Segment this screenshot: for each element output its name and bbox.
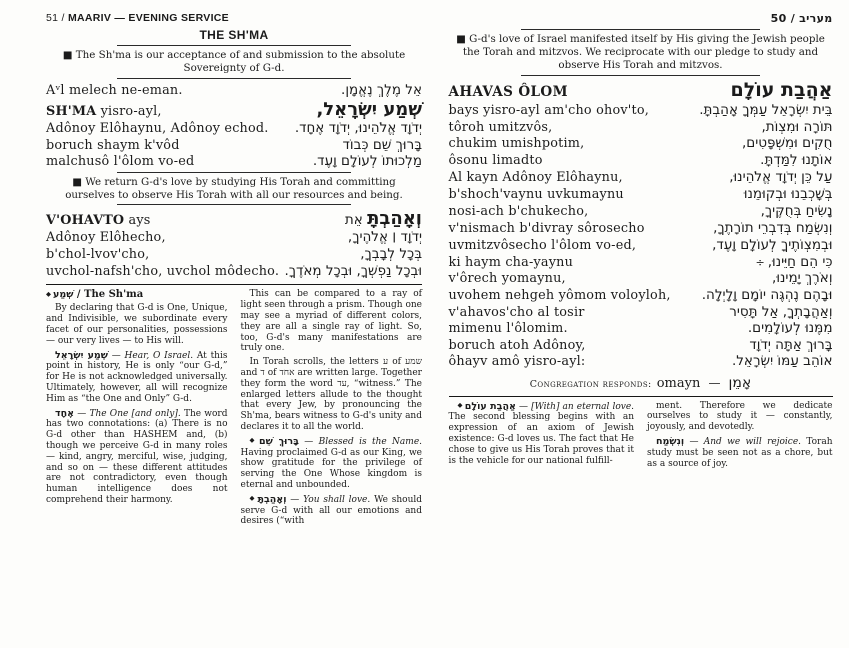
prayer-line: [46, 99, 422, 120]
hebrew-body: וְאֹרֶךְ יָמֵינוּ,: [772, 269, 833, 286]
prayer-flow-right: [449, 29, 833, 391]
prayer-line: [449, 102, 833, 118]
hebrew-text: [343, 137, 422, 153]
transliteration-text: Adônoy Elôhecho,: [46, 230, 166, 246]
hebrew-body: בָּרוּךְ שֵׁם כְּבוֹד: [342, 136, 422, 153]
hebrew-body: בְּשָׁכְבֵנוּ וּבְקוּמֵנוּ: [743, 185, 833, 202]
commentary-column-1: [449, 401, 635, 473]
prayer-flow-left: [46, 45, 422, 279]
hebrew-text: [772, 270, 832, 286]
prayer-line: [449, 270, 833, 286]
hebrew-text: [748, 320, 833, 336]
prayer-line: [46, 229, 422, 245]
commentary-dash: —: [286, 494, 304, 505]
commentary-paragraph: [46, 408, 228, 506]
note-text: ■ G-d's love of Israel manifested itself by His giving the Jewish people the Torah and mitzvos. We reciprocate with our pledge to study and observe His Torah and mitzvos.: [456, 33, 825, 71]
hebrew-text: [753, 254, 833, 270]
commentary-text: By declaring that G-d is One, Unique, and Indivisible, we subordinate every facet of our personalities, possessions — our very lives — to His will.: [46, 303, 228, 346]
prayer-line: [449, 135, 833, 151]
hebrew-text: [729, 169, 832, 185]
hebrew-body: בְּכָל לְבָבְךָ,: [360, 246, 422, 263]
transliteration: [46, 213, 151, 228]
hebrew-text: [348, 229, 422, 245]
prayer-line: [46, 153, 422, 169]
prayer-title-translit: AHAVAS ÔLOM: [448, 83, 568, 100]
commentary-text: Torah study must be seen not as a chore, but as a source of joy.: [647, 436, 833, 469]
hebrew-text: [729, 304, 832, 320]
response-word: omayn: [656, 375, 701, 391]
transliteration: [449, 354, 586, 369]
transliteration: [449, 153, 543, 168]
congregation-response: [449, 372, 833, 391]
commentary-text: At this point in history, He is only “our G-d,” for He is not acknowledged universally. Ultimately, however, all will recognize Him as “the One and Only” G-d.: [46, 350, 228, 404]
transliteration-text: tôroh umitzvôs,: [448, 119, 553, 135]
commentary-dash: —: [684, 436, 704, 447]
hebrew-body: יְדֹוָד אֱלֹהֵינוּ, יְדֹוָד אֶחָד.: [294, 119, 422, 136]
hebrew-text: [360, 246, 422, 262]
commentary-paragraph: [647, 436, 833, 469]
transliteration-text: b'shoch'vaynu uvkumaynu: [448, 186, 624, 202]
commentary-headword-translation: [With] an eternal love.: [531, 401, 635, 412]
commentary-header: [46, 289, 228, 301]
commentary-paragraph: [46, 303, 228, 346]
transliteration: [449, 120, 553, 135]
commentary-column-2: [647, 401, 833, 473]
commentary-dash: —: [515, 401, 532, 412]
commentary-header-sep: /: [73, 289, 85, 301]
service-title-left: MAARIV — EVENING SERVICE: [67, 12, 229, 24]
transliteration: [46, 121, 269, 136]
commentary-left: [46, 289, 422, 530]
transliteration-text: v'ôrech yomaynu,: [448, 270, 566, 286]
transliteration-text: v'nismach b'divray sôrosecho: [448, 220, 645, 236]
transliteration: [449, 103, 650, 118]
prayer-line: [46, 263, 422, 279]
prayer-line: [46, 82, 422, 98]
transliteration-text: malchusô l'ôlom vo-ed: [46, 153, 195, 169]
commentary-paragraph: [241, 436, 423, 491]
transliteration-text: ôhayv amô yisro-ayl:: [448, 353, 586, 369]
transliteration-text: b'chol-lvov'cho,: [46, 247, 150, 263]
instruction-note: [449, 29, 833, 76]
transliteration-text: ays: [124, 213, 151, 229]
page-number-right: מעריב / 50: [770, 12, 833, 25]
transliteration: [449, 170, 623, 185]
hebrew-text: [295, 120, 422, 136]
response-label: Congregation responds:: [529, 378, 652, 390]
commentary-dash: —: [108, 350, 125, 361]
transliteration: [449, 255, 574, 270]
page-number-left: 51 /: [46, 12, 68, 24]
hebrew-leadword: וְאָהַבְתָּ: [367, 208, 422, 230]
commentary-headword-hebrew: אַהֲבַת עוֹלָם: [464, 400, 516, 412]
transliteration-text: boruch atoh Adônoy,: [448, 337, 586, 353]
prayer-line: [449, 237, 833, 253]
transliteration-text: Aᵛl melech ne-eman.: [46, 82, 183, 98]
hebrew-text: [341, 82, 422, 98]
transliteration: [46, 104, 162, 119]
hebrew-body: בָּרוּךְ אַתָּה יְדֹוָד: [749, 336, 833, 353]
hebrew-body: מִמֶּנוּ לְעוֹלָמִים.: [747, 319, 833, 336]
hebrew-body: וְנִשְׂמַח בְּדִבְרֵי תוֹרָתֶךָ,: [713, 219, 833, 236]
hebrew-text: [749, 337, 832, 353]
transliteration: [46, 154, 194, 169]
transliteration-text: uvchol-nafsh'cho, uvchol môdecho.: [46, 264, 280, 280]
transliteration: [46, 230, 166, 245]
transliteration: [449, 187, 624, 202]
ornament-icon: ◆: [46, 289, 51, 298]
transliteration: [46, 83, 183, 98]
note-text: ■ The Sh'ma is our acceptance of and submission to the absolute Sovereignty of G-d.: [62, 49, 406, 74]
commentary-paragraph: [449, 401, 635, 467]
commentary-headword-translation: The One [and only].: [89, 408, 184, 419]
transliteration-text: ôsonu limadto: [448, 152, 543, 168]
page-right-content: [449, 12, 833, 472]
prayer-line: [449, 254, 833, 270]
hebrew-body: חֻקִים וּמִשְׁפָּטִים,: [741, 134, 833, 151]
hebrew-body: וּבְכָל נַפְשְׁךָ, וּבְכָל מְאֹדֶךָ.: [284, 263, 422, 280]
commentary-text: Having proclaimed G-d as our King, we show gratitude for the privilege of serving the One Whose kingdom is eternal and unbounded.: [240, 447, 422, 490]
hebrew-body: אֵת: [344, 212, 368, 229]
commentary-headword-hebrew: וְנִשְׂמַח: [656, 435, 685, 447]
transliteration-leadword: SH'MA: [46, 103, 97, 119]
prayer-line: [449, 119, 833, 135]
transliteration: [46, 264, 279, 279]
commentary-text: We should serve G-d with all our emotions and desires (“with: [240, 494, 423, 527]
page-left-content: [46, 12, 422, 530]
hebrew-text: [744, 186, 833, 202]
prayer-title-hebrew: אַהֲבַת עוֹלָם: [730, 78, 833, 101]
transliteration: [449, 305, 585, 320]
hebrew-text: [702, 287, 833, 303]
hebrew-body: נָשִׂיחַ בְּחֻקֶּיךָ,: [760, 202, 833, 219]
commentary-paragraph: [647, 401, 833, 433]
transliteration: [449, 271, 566, 286]
hebrew-body: אֵל מֶלֶךְ נֶאֱמָן.: [341, 81, 422, 98]
instruction-note: [46, 45, 422, 79]
commentary-headword-hebrew: בָּרוּךְ שֵׁם: [259, 435, 299, 447]
prayer-line: [449, 203, 833, 219]
hebrew-text: [761, 203, 833, 219]
commentary-headword-translation: Blessed is the Name.: [318, 436, 423, 447]
prayer-line: [449, 186, 833, 202]
commentary-column-2: [241, 289, 423, 530]
page-header-left: [46, 12, 422, 24]
hebrew-body: וּבָהֶם נֶהְגֶּה יוֹמָם וָלָיְלָה.: [701, 286, 833, 303]
transliteration: [46, 138, 180, 153]
response-dash: —: [708, 375, 721, 390]
transliteration: [449, 338, 586, 353]
ornament-icon: ◆: [457, 401, 463, 410]
verse-mark: ÷: [755, 255, 765, 269]
commentary-headword-hebrew: שְׁמַע: [53, 289, 74, 301]
transliteration-text: mimenu l'ôlomim.: [448, 320, 568, 336]
prayer-line: [449, 169, 833, 185]
hebrew-body: יְדֹוָד ׀ אֱלֹהֶיךָ,: [347, 229, 422, 246]
prayer-line: [449, 287, 833, 303]
commentary-headword-hebrew: שְׁמַע יִשְׂרָאֵל: [55, 349, 109, 361]
transliteration-text: ki haym cha-yaynu: [448, 254, 574, 270]
hebrew-text: [345, 208, 422, 229]
transliteration-text: Al kayn Adônoy Elôhaynu,: [448, 169, 623, 185]
hebrew-text: [762, 119, 833, 135]
transliteration: [449, 136, 585, 151]
hebrew-body: בֵּית יִשְׂרָאֵל עַמְּךָ אָהַבְתָּ.: [699, 101, 833, 118]
prayer-line: [449, 320, 833, 336]
ornament-icon: ◆: [249, 494, 256, 503]
prayer-line: [46, 120, 422, 136]
hebrew-text: [760, 152, 832, 168]
hebrew-body: עַל כֵּן יְדֹוָד אֱלֹהֵינוּ,: [729, 168, 833, 185]
hebrew-body: אוֹהֵב עַמּוֹ יִשְׂרָאֵל.: [731, 352, 833, 369]
commentary-right: [449, 401, 833, 473]
hebrew-body: וְאַהֲבָתְךָ, אַל תָּסִיר: [729, 303, 833, 320]
transliteration-text: chukim umishpotim,: [448, 135, 585, 151]
commentary-paragraph: [241, 494, 423, 527]
hebrew-body: וּבְמִצְוֹתֶיךָ לְעוֹלָם וָעֶד,: [712, 236, 833, 253]
note-text: ■ We return G-d's love by studying His Torah and committing ourselves to observe His Torah with all our resources and being.: [65, 175, 403, 201]
hebrew-body: תּוֹרָה וּמִצְוֹת,: [761, 118, 833, 135]
hebrew-text: [713, 220, 832, 236]
commentary-column-1: [46, 289, 228, 530]
section-title-shma: THE SH'MA: [199, 28, 269, 42]
commentary-headword-hebrew: אֶחָד: [55, 407, 75, 419]
commentary-header-title: The Sh'ma: [84, 289, 144, 301]
transliteration-text: Adônoy Elôhaynu, Adônoy echod.: [46, 120, 269, 136]
commentary-divider-right: [449, 396, 833, 397]
instruction-note: [46, 172, 422, 206]
transliteration: [449, 238, 637, 253]
hebrew-text: [699, 102, 832, 118]
transliteration-text: yisro-ayl,: [96, 103, 162, 119]
transliteration-text: bays yisro-ayl am'cho ohov'to,: [448, 102, 650, 118]
prayer-line: [449, 304, 833, 320]
ornament-icon: ◆: [249, 436, 257, 445]
prayer-line: [449, 337, 833, 353]
commentary-text: The word has two connotations: (a) There is no G-d other than HASHEM and, (b) though we perceive G-d in many roles — kind, angry, merciful, wise, judging, and so on — these different attitudes are not contradictory, even though human intelligence does not comprehend their harmony.: [46, 408, 228, 505]
transliteration-text: uvohem nehgeh yômom voloyloh,: [448, 287, 671, 303]
prayer-line: [449, 152, 833, 168]
hebrew-text: [742, 135, 833, 151]
hebrew-text: [284, 263, 422, 279]
transliteration: [449, 321, 568, 336]
transliteration-leadword: V'OHAVTO: [46, 213, 125, 229]
commentary-text: The second blessing begins with an expression of an axiom of Jewish existence: G-d loves us. The fact that He chose to give us His Torah proves that it is the vehicle for our national fulfill-: [448, 412, 634, 466]
commentary-paragraph: [241, 357, 423, 433]
transliteration: [449, 288, 671, 303]
hebrew-text: [313, 153, 422, 169]
commentary-text: ment. Therefore we dedicate ourselves to study it — constantly, joyously, and devotedly.: [647, 400, 833, 433]
commentary-headword-translation: Hear, O Israel.: [124, 350, 197, 361]
page-right: [425, 0, 849, 648]
commentary-paragraph: [241, 289, 423, 354]
commentary-headword-translation: You shall love.: [303, 494, 375, 505]
commentary-divider-left: [46, 284, 422, 285]
transliteration-text: v'ahavos'cho al tosir: [448, 304, 585, 320]
transliteration-text: nosi-ach b'chukecho,: [448, 203, 589, 219]
prayer-line: [449, 220, 833, 236]
prayer-line: [46, 246, 422, 262]
transliteration-text: uvmitzvôsecho l'ôlom vo-ed,: [448, 237, 637, 253]
hebrew-body: כִּי הֵם חַיֵּינוּ,: [767, 253, 833, 270]
hebrew-text: [712, 237, 832, 253]
prayer-line: [46, 208, 422, 229]
transliteration: [449, 204, 589, 219]
commentary-text: In Torah scrolls, the letters ע of שמע and ד of אחד are written large. Together they form the word עד, “witness.” The enlarged letters allude to the thought that every Jew, by pronouncing the Sh'ma, bears witness to G-d's unity and declares it to all the world.: [240, 357, 422, 432]
hebrew-body: מַלְכוּתוֹ לְעוֹלָם וָעֶד.: [312, 152, 422, 169]
transliteration: [449, 221, 645, 236]
hebrew-text: [316, 99, 422, 120]
commentary-paragraph: [46, 350, 228, 405]
prayer-line: [449, 353, 833, 369]
prayer-line: [46, 137, 422, 153]
prayer-title-line: [449, 79, 833, 101]
response-hebrew: אָמֵן: [728, 374, 752, 391]
commentary-text: This can be compared to a ray of light seen through a prism. Though one may see a myriad of different colors, they are all a single ray of light. So, too, G-d's many manifestations are truly one.: [240, 289, 422, 354]
hebrew-text: [732, 353, 833, 369]
commentary-headword-translation: And we will rejoice.: [703, 436, 807, 447]
transliteration-text: boruch shaym k'vôd: [46, 137, 180, 153]
commentary-dash: —: [74, 408, 90, 419]
hebrew-leadword: שְׁמַע יִשְׂרָאֵל,: [316, 98, 422, 120]
commentary-headword-hebrew: וְאָהַבְתָּ: [257, 493, 287, 505]
hebrew-body: אוֹתָנוּ לִמַּדְתָּ.: [760, 151, 833, 168]
transliteration: [46, 247, 149, 262]
page-header-right: [449, 12, 833, 25]
commentary-dash: —: [298, 436, 319, 447]
